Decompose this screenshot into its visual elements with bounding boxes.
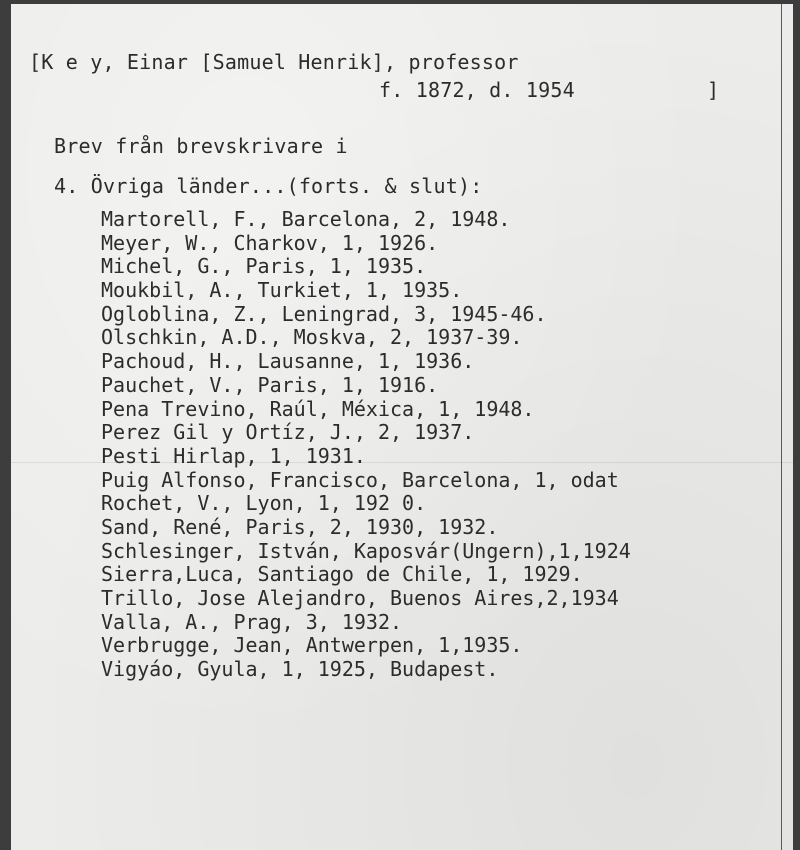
list-item: Ogloblina, Z., Leningrad, 3, 1945-46. [101, 301, 547, 326]
list-item: Pena Trevino, Raúl, Méxica, 1, 1948. [101, 396, 535, 421]
list-item: Pachoud, H., Lausanne, 1, 1936. [101, 349, 475, 374]
right-margin-rule [781, 4, 782, 850]
list-item: Martorell, F., Barcelona, 2, 1948. [101, 207, 511, 231]
archive-index-card [11, 4, 793, 850]
list-item: Valla, A., Prag, 3, 1932. [101, 609, 403, 634]
list-item: Puig Alfonso, Francisco, Barcelona, 1, odat [101, 467, 619, 492]
list-item: Moukbil, A., Turkiet, 1, 1935. [101, 278, 463, 303]
list-item: Schlesinger, István, Kaposvár(Ungern),1,1924 [101, 538, 631, 563]
card-heading-dates: f. 1872, d. 1954 [379, 78, 575, 102]
correspondent-list [101, 208, 631, 682]
list-item: Michel, G., Paris, 1, 1935. [101, 254, 427, 279]
card-heading-closing-bracket: ] [707, 78, 720, 102]
list-item: Perez Gil y Ortíz, J., 2, 1937. [101, 420, 475, 445]
list-item: Sierra,Luca, Santiago de Chile, 1, 1929. [101, 562, 583, 587]
list-item: Vigyáo, Gyula, 1, 1925, Budapest. [101, 657, 499, 682]
section-title: Brev från brevskrivare i [54, 134, 348, 158]
list-item: Rochet, V., Lyon, 1, 192 0. [101, 491, 427, 516]
card-heading-name: [K e y, Einar [Samuel Henrik], professor [29, 50, 519, 74]
list-item: Verbrugge, Jean, Antwerpen, 1,1935. [101, 633, 523, 658]
list-item: Sand, René, Paris, 2, 1930, 1932. [101, 514, 499, 539]
list-item: Olschkin, A.D., Moskva, 2, 1937-39. [101, 325, 523, 350]
list-item: Pauchet, V., Paris, 1, 1916. [101, 372, 439, 397]
list-item: Meyer, W., Charkov, 1, 1926. [101, 230, 439, 255]
list-item: Pesti Hirlap, 1, 1931. [101, 443, 366, 468]
section-subtitle: 4. Övriga länder...(forts. & slut): [54, 174, 483, 198]
list-item: Trillo, Jose Alejandro, Buenos Aires,2,1934 [101, 586, 619, 610]
